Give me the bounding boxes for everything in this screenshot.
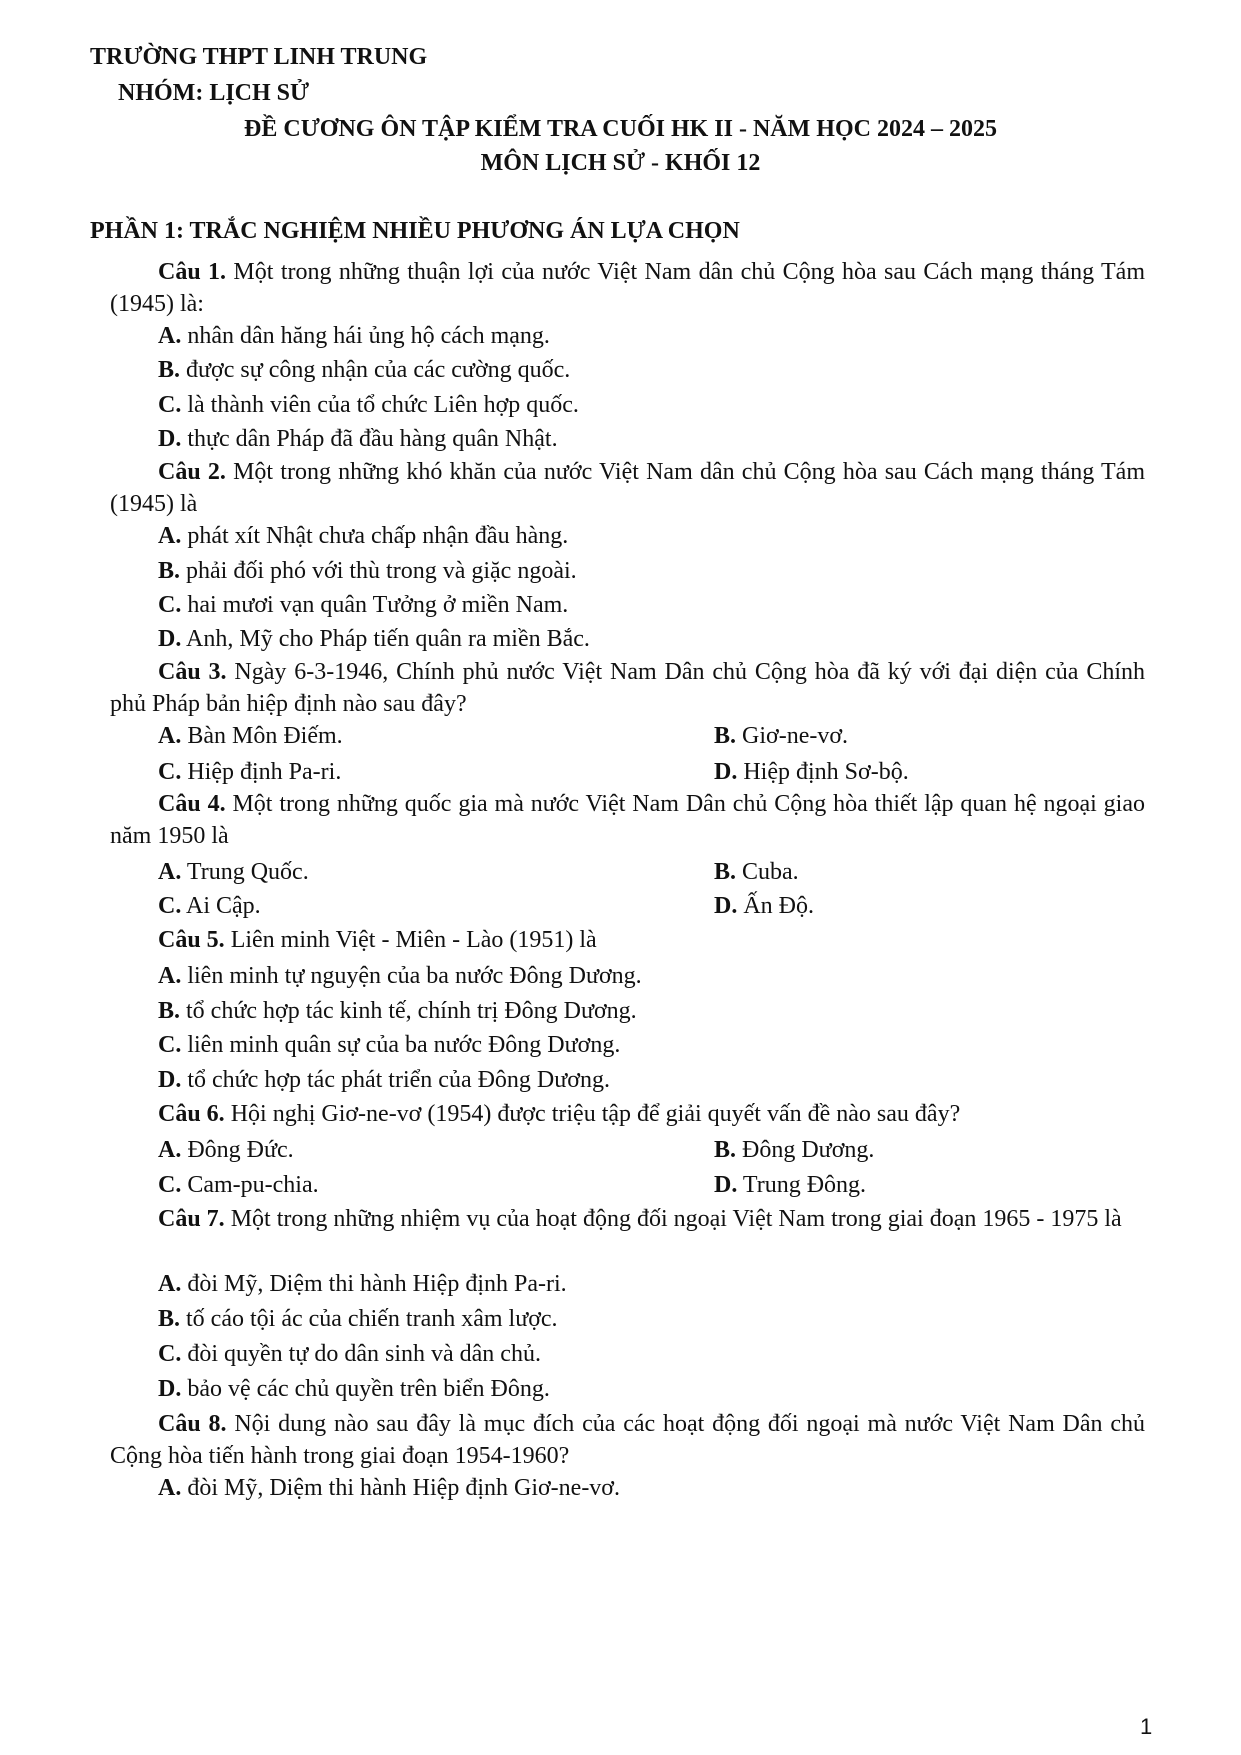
option-5a: A. liên minh tự nguyện của ba nước Đông Dương. <box>158 963 642 989</box>
question-text: Liên minh Việt - Miên - Lào (1951) là <box>224 927 597 953</box>
question-1 <box>110 256 1145 320</box>
question-2 <box>110 456 1145 520</box>
question-7 <box>110 1203 1145 1235</box>
option-6c: C. Cam-pu-chia. <box>158 1172 319 1198</box>
option-6d: D. Trung Đông. <box>714 1172 867 1198</box>
option-1d: D. thực dân Pháp đã đầu hàng quân Nhật. <box>158 426 558 452</box>
option-6b: B. Đông Dương. <box>714 1137 875 1163</box>
subject-group: NHÓM: LỊCH SỬ <box>118 80 310 106</box>
option-2b: B. phải đối phó với thù trong và giặc ngoài. <box>158 558 577 584</box>
option-2a: A. phát xít Nhật chưa chấp nhận đầu hàng. <box>158 523 569 549</box>
question-label: Câu 8. <box>158 1411 227 1437</box>
question-label: Câu 5. <box>158 927 225 953</box>
question-label: Câu 1. <box>158 259 227 285</box>
school-name: TRƯỜNG THPT LINH TRUNG <box>90 44 428 70</box>
document-title: ĐỀ CƯƠNG ÔN TẬP KIỂM TRA CUỐI HK II - NĂM HỌC 2024 – 2025 <box>244 116 997 142</box>
question-text: Một trong những thuận lợi của nước Việt Nam dân chủ Cộng hòa sau Cách mạng tháng Tám (1945) là: <box>110 259 1146 317</box>
option-3b: B. Giơ-ne-vơ. <box>714 723 849 749</box>
question-4 <box>110 788 1145 852</box>
option-7c: C. đòi quyền tự do dân sinh và dân chủ. <box>158 1341 541 1367</box>
question-label: Câu 3. <box>158 659 227 685</box>
option-4b: B. Cuba. <box>714 859 799 885</box>
option-3c: C. Hiệp định Pa-ri. <box>158 759 342 785</box>
question-label: Câu 7. <box>158 1206 225 1232</box>
option-6a: A. Đông Đức. <box>158 1137 294 1163</box>
option-2d: D. Anh, Mỹ cho Pháp tiến quân ra miền Bắc. <box>158 626 590 652</box>
question-3 <box>110 656 1145 720</box>
option-1b: B. được sự công nhận của các cường quốc. <box>158 357 571 383</box>
option-8a: A. đòi Mỹ, Diệm thi hành Hiệp định Giơ-ne-vơ. <box>158 1475 620 1501</box>
option-5b: B. tổ chức hợp tác kinh tế, chính trị Đông Dương. <box>158 998 637 1024</box>
option-2c: C. hai mươi vạn quân Tưởng ở miền Nam. <box>158 592 569 618</box>
option-5d: D. tổ chức hợp tác phát triển của Đông Dương. <box>158 1067 610 1093</box>
question-text: Một trong những quốc gia mà nước Việt Nam Dân chủ Cộng hòa thiết lập quan hệ ngoại giao năm 1950 là <box>110 791 1146 849</box>
option-1c: C. là thành viên của tổ chức Liên hợp quốc. <box>158 392 579 418</box>
question-text: Ngày 6-3-1946, Chính phủ nước Việt Nam Dân chủ Cộng hòa đã ký với đại diện của Chính phủ Pháp bản hiệp định nào sau đây? <box>110 659 1145 717</box>
page-number: 1 <box>1140 1714 1153 1739</box>
section-heading: PHẦN 1: TRẮC NGHIỆM NHIỀU PHƯƠNG ÁN LỰA CHỌN <box>90 218 740 244</box>
question-6 <box>110 1098 1145 1130</box>
option-7d: D. bảo vệ các chủ quyền trên biển Đông. <box>158 1376 550 1402</box>
option-4c: C. Ai Cập. <box>158 893 261 919</box>
question-text: Nội dung nào sau đây là mục đích của các hoạt động đối ngoại mà nước Việt Nam Dân chủ Cộng hòa tiến hành trong giai đoạn 1954-1960? <box>110 1411 1145 1469</box>
option-4d: D. Ấn Độ. <box>714 893 815 919</box>
question-text: Một trong những khó khăn của nước Việt Nam dân chủ Cộng hòa sau Cách mạng tháng Tám (1945) là <box>110 459 1145 517</box>
question-label: Câu 2. <box>158 459 226 485</box>
option-3a: A. Bàn Môn Điếm. <box>158 723 343 749</box>
option-1a: A. nhân dân hăng hái ủng hộ cách mạng. <box>158 323 550 349</box>
option-5c: C. liên minh quân sự của ba nước Đông Dương. <box>158 1032 621 1058</box>
question-5 <box>110 924 1145 956</box>
question-label: Câu 4. <box>158 791 226 817</box>
option-7a: A. đòi Mỹ, Diệm thi hành Hiệp định Pa-ri. <box>158 1271 567 1297</box>
question-label: Câu 6. <box>158 1101 225 1127</box>
document-subtitle: MÔN LỊCH SỬ - KHỐI 12 <box>480 150 761 176</box>
option-7b: B. tố cáo tội ác của chiến tranh xâm lược. <box>158 1306 558 1332</box>
question-text: Một trong những nhiệm vụ của hoạt động đối ngoại Việt Nam trong giai đoạn 1965 - 1975 là <box>224 1206 1122 1232</box>
option-3d: D. Hiệp định Sơ-bộ. <box>714 759 909 785</box>
question-8 <box>110 1408 1145 1472</box>
option-4a: A. Trung Quốc. <box>158 859 309 885</box>
question-text: Hội nghị Giơ-ne-vơ (1954) được triệu tập để giải quyết vấn đề nào sau đây? <box>224 1101 961 1127</box>
